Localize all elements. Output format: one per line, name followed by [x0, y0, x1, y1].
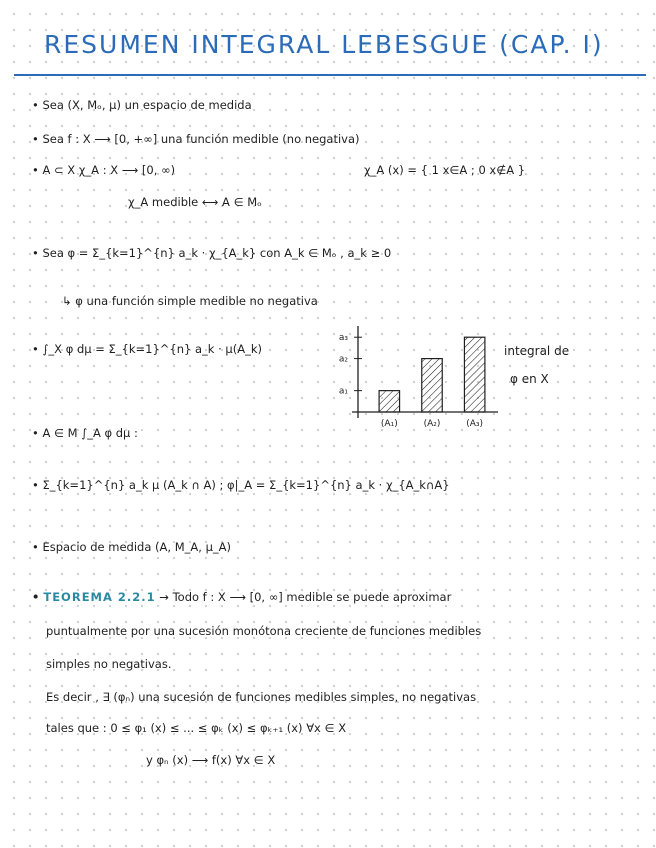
note-line-induced-space: • Espacio de medida (A, M_A, μ_A) — [32, 540, 231, 554]
chart-note-line-1: integral de — [504, 344, 570, 358]
note-line-characteristic-measurable: χ_A medible ⟷ A ∈ Mₒ — [128, 195, 262, 209]
chart-y-label-3: a₃ — [338, 333, 348, 344]
chart-x-label-2: (A₂) — [423, 419, 441, 429]
note-line-simple-nonnegative: ↳ φ una función simple medible no negativa — [62, 294, 318, 308]
note-line-characteristic: • A ⊂ X χ_A : X ⟶ [0, ∞) — [32, 163, 176, 177]
theorem-line-4: Es decir , ∃ (φₙ) una sucesión de funciones medibles simples, no negativas — [46, 690, 477, 704]
theorem-line — [32, 590, 451, 604]
note-line-measure-space: • Sea (X, Mₒ, μ) un espacio de medida — [32, 98, 252, 112]
note-line-simple-function: • Sea φ = Σ_{k=1}^{n} a_k · χ_{A_k} con A_k ∈ Mₒ , a_k ≥ 0 — [32, 246, 392, 260]
page-title: RESUMEN INTEGRAL LEBESGUE (CAP. I) — [44, 30, 604, 59]
note-line-restricted-integral: • Σ_{k=1}^{n} a_k μ (A_k ∩ A) ; φ|_A = Σ_{k=1}^{n} a_k · χ_{A_k∩A} — [32, 478, 450, 492]
theorem-line-3: simples no negativas. — [46, 657, 172, 671]
bar-sketch-svg — [320, 322, 510, 434]
note-line-measurable-function: • Sea f : X ⟶ [0, +∞] una función medible (no negativa) — [32, 132, 360, 146]
chart-x-label-3: (A₃) — [466, 419, 484, 429]
chart-bar-2 — [422, 359, 442, 412]
chart-y-label-1: a₁ — [338, 386, 348, 397]
title-underline — [14, 74, 646, 76]
note-line-restriction: • A ∈ M ∫_A φ dμ : — [32, 426, 138, 440]
bar-sketch — [320, 322, 510, 434]
note-line-characteristic-def: χ_A (x) = { 1 x∈A ; 0 x∉A } — [364, 163, 526, 177]
chart-note-line-2: φ en X — [510, 372, 549, 386]
theorem-line-2: puntualmente por una sucesión monótona creciente de funciones medibles — [46, 624, 482, 638]
chart-y-label-2: a₂ — [338, 354, 348, 365]
theorem-label: TEOREMA 2.2.1 — [43, 590, 156, 604]
theorem-bullet: • — [32, 590, 40, 604]
theorem-statement: → Todo f : X ⟶ [0, ∞] medible se puede aproximar — [159, 590, 452, 604]
note-line-integral: • ∫_X φ dμ = Σ_{k=1}^{n} a_k · μ(A_k) — [32, 342, 262, 356]
theorem-line-5: tales que : 0 ≤ φ₁ (x) ≤ ... ≤ φₖ (x) ≤ φₖ₊₁ (x) ∀x ∈ X — [46, 721, 347, 735]
chart-x-label-1: (A₁) — [380, 419, 398, 429]
chart-bar-1 — [379, 391, 399, 412]
theorem-line-6: y φₙ (x) ⟶ f(x) ∀x ∈ X — [146, 753, 276, 767]
chart-bar-3 — [464, 337, 484, 412]
